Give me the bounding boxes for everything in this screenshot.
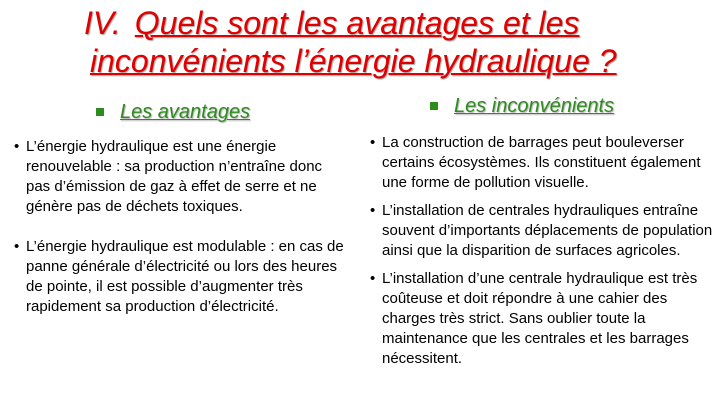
disadvantages-list xyxy=(370,133,715,377)
title-line-1: Quels sont les avantages et les xyxy=(134,5,580,41)
list-item xyxy=(370,201,715,261)
disadvantage-text: La construction de barrages peut bouleverser certains écosystèmes. Ils constituent également une forme de pollution visuelle. xyxy=(382,134,701,191)
list-item xyxy=(370,133,715,193)
bullet-dot-icon: • xyxy=(370,202,376,219)
advantages-heading-label: Les avantages xyxy=(120,101,251,123)
advantages-list xyxy=(14,137,344,337)
list-item xyxy=(14,137,344,217)
disadvantage-text: L’installation de centrales hydrauliques entraîne souvent d’importants déplacements de population ainsi que la disparition de surfaces agricoles. xyxy=(382,202,713,259)
section-number: IV. xyxy=(84,5,121,41)
bullet-dot-icon: • xyxy=(370,134,376,151)
bullet-dot-icon: • xyxy=(370,270,376,287)
disadvantages-heading xyxy=(430,94,614,118)
disadvantage-text: L’installation d’une centrale hydraulique est très coûteuse et doit répondre à une cahier des charges très strict. Sans oublier toute la maintenance que les centrales et les barrages nécessitent. xyxy=(382,270,698,367)
advantage-text: L’énergie hydraulique est modulable : en cas de panne générale d’électricité ou lors des heures de pointe, il est possible d’augmenter très rapidement sa production d’électricité. xyxy=(26,238,344,315)
list-item xyxy=(370,269,715,369)
bullet-dot-icon: • xyxy=(14,138,20,155)
advantage-text: L’énergie hydraulique est une énergie renouvelable : sa production n’entraîne donc pas d’émission de gaz à effet de serre et ne génère pas de déchets toxiques. xyxy=(26,138,323,215)
advantages-heading xyxy=(96,100,250,124)
title-line-2: inconvénients l’énergie hydraulique ? xyxy=(90,43,617,79)
slide-title xyxy=(84,4,714,80)
bullet-dot-icon: • xyxy=(14,238,20,255)
square-bullet-icon xyxy=(96,108,104,116)
square-bullet-icon xyxy=(430,102,438,110)
list-item xyxy=(14,237,344,317)
disadvantages-heading-label: Les inconvénients xyxy=(454,95,615,117)
